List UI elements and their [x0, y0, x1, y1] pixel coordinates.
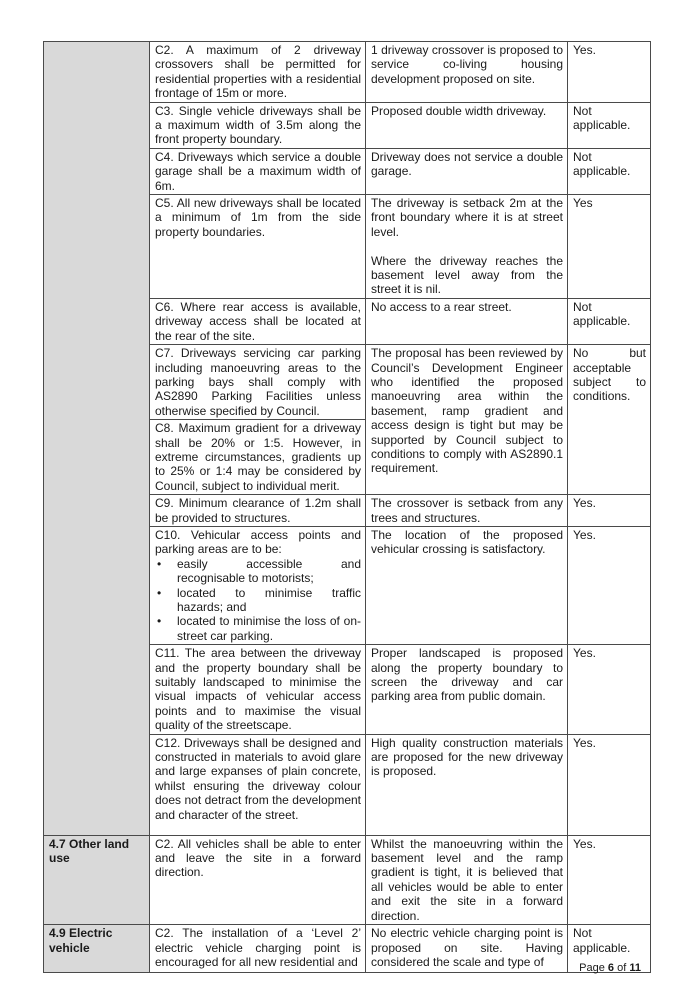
list-item: • easily accessible and recognisable to motorists; [177, 557, 361, 586]
control-cell: C6. Where rear access is available, driveway access shall be located at the rear of the site. [150, 298, 366, 344]
complies-cell: Yes. [568, 835, 651, 924]
control-cell: C7. Driveways servicing car parking including manoeuvring areas to the parking bays shall comply with AS2890 Parking Facilities unless otherwise specified by Council. [150, 345, 366, 420]
list-item: • located to minimise traffic hazards; and [177, 586, 361, 615]
control-intro: C10. Vehicular access points and parking areas are to be: [155, 527, 361, 557]
complies-cell: Yes. [568, 645, 651, 734]
bullet-list [155, 557, 361, 643]
page-number: 6 [607, 962, 615, 974]
page-total: 11 [629, 962, 641, 974]
control-cell: C9. Minimum clearance of 1.2m shall be provided to structures. [150, 495, 366, 527]
complies-cell: Not applicable. [568, 102, 651, 148]
section-cell: 4.7 Other land use [44, 835, 150, 924]
control-cell: C11. The area between the driveway and the property boundary shall be suitably landscaped to minimise the visual impacts of vehicular access points and to maximise the visual quality of the streetscape. [150, 645, 366, 734]
complies-cell: Yes. [568, 495, 651, 527]
section-cell [44, 42, 150, 836]
proposal-cell: No electric vehicle charging point is proposed on site. Having considered the scale and type of [366, 925, 568, 973]
of-word: of [617, 962, 627, 974]
control-cell: C3. Single vehicle driveways shall be a maximum width of 3.5m along the front property boundary. [150, 102, 366, 148]
complies-cell: Not applicable. [568, 148, 651, 194]
proposal-cell: No access to a rear street. [366, 298, 568, 344]
complies-cell: Not applicable. [568, 298, 651, 344]
page-word: Page [579, 962, 605, 974]
control-cell: C2. The installation of a ‘Level 2’ electric vehicle charging point is encouraged for all new residential and [150, 925, 366, 973]
proposal-cell: Proper landscaped is proposed along the property boundary to screen the driveway and car parking area from public domain. [366, 645, 568, 734]
table-row [44, 42, 651, 103]
table-row [44, 925, 651, 973]
complies-cell: Yes. [568, 42, 651, 103]
control-cell [150, 526, 366, 644]
proposal-cell: The proposal has been reviewed by Council’s Development Engineer who identified the proposed manoeuvring area within the basement, ramp gradient and access design is tight but may be supported by Council subject to conditions to comply with AS2890.1 requirement. [366, 345, 568, 495]
control-cell: C5. All new driveways shall be located a minimum of 1m from the side property boundaries. [150, 195, 366, 299]
control-cell: C2. A maximum of 2 driveway crossovers shall be permitted for residential properties with a residential frontage of 15m or more. [150, 42, 366, 103]
complies-cell: Yes [568, 195, 651, 299]
control-cell: C2. All vehicles shall be able to enter and leave the site in a forward direction. [150, 835, 366, 924]
complies-cell: Not applicable. [568, 925, 651, 973]
proposal-paragraph: Where the driveway reaches the basement level away from the street it is nil. [371, 253, 563, 297]
proposal-cell: 1 driveway crossover is proposed to service co-living housing development proposed on site. [366, 42, 568, 103]
proposal-cell: The crossover is setback from any trees and structures. [366, 495, 568, 527]
complies-cell: Yes. [568, 526, 651, 644]
complies-cell: Yes. [568, 734, 651, 835]
proposal-cell: Driveway does not service a double garage. [366, 148, 568, 194]
proposal-paragraph: The driveway is setback 2m at the front boundary where it is at street level. [371, 196, 563, 239]
proposal-cell: High quality construction materials are proposed for the new driveway is proposed. [366, 734, 568, 835]
section-cell: 4.9 Electric vehicle [44, 925, 150, 973]
assessment-table [43, 41, 651, 973]
table-row [44, 835, 651, 924]
control-cell: C8. Maximum gradient for a driveway shall be 20% or 1:5. However, in extreme circumstances, gradients up to 25% or 1:4 may be considered by Council, subject to individual merit. [150, 420, 366, 495]
list-item: • located to minimise the loss of on-street car parking. [177, 614, 361, 643]
control-cell: C12. Driveways shall be designed and constructed in materials to avoid glare and large expanses of plain concrete, whilst ensuring the driveway colour does not detract from the development and character of the street. [150, 734, 366, 835]
page-footer [579, 962, 641, 974]
proposal-cell: Proposed double width driveway. [366, 102, 568, 148]
proposal-cell [366, 195, 568, 299]
complies-cell: No but acceptable subject to conditions. [568, 345, 651, 495]
proposal-cell: Whilst the manoeuvring within the basement level and the ramp gradient is tight, it is believed that all vehicles would be able to enter and exit the site in a forward direction. [366, 835, 568, 924]
proposal-cell: The location of the proposed vehicular crossing is satisfactory. [366, 526, 568, 644]
control-cell: C4. Driveways which service a double garage shall be a maximum width of 6m. [150, 148, 366, 194]
